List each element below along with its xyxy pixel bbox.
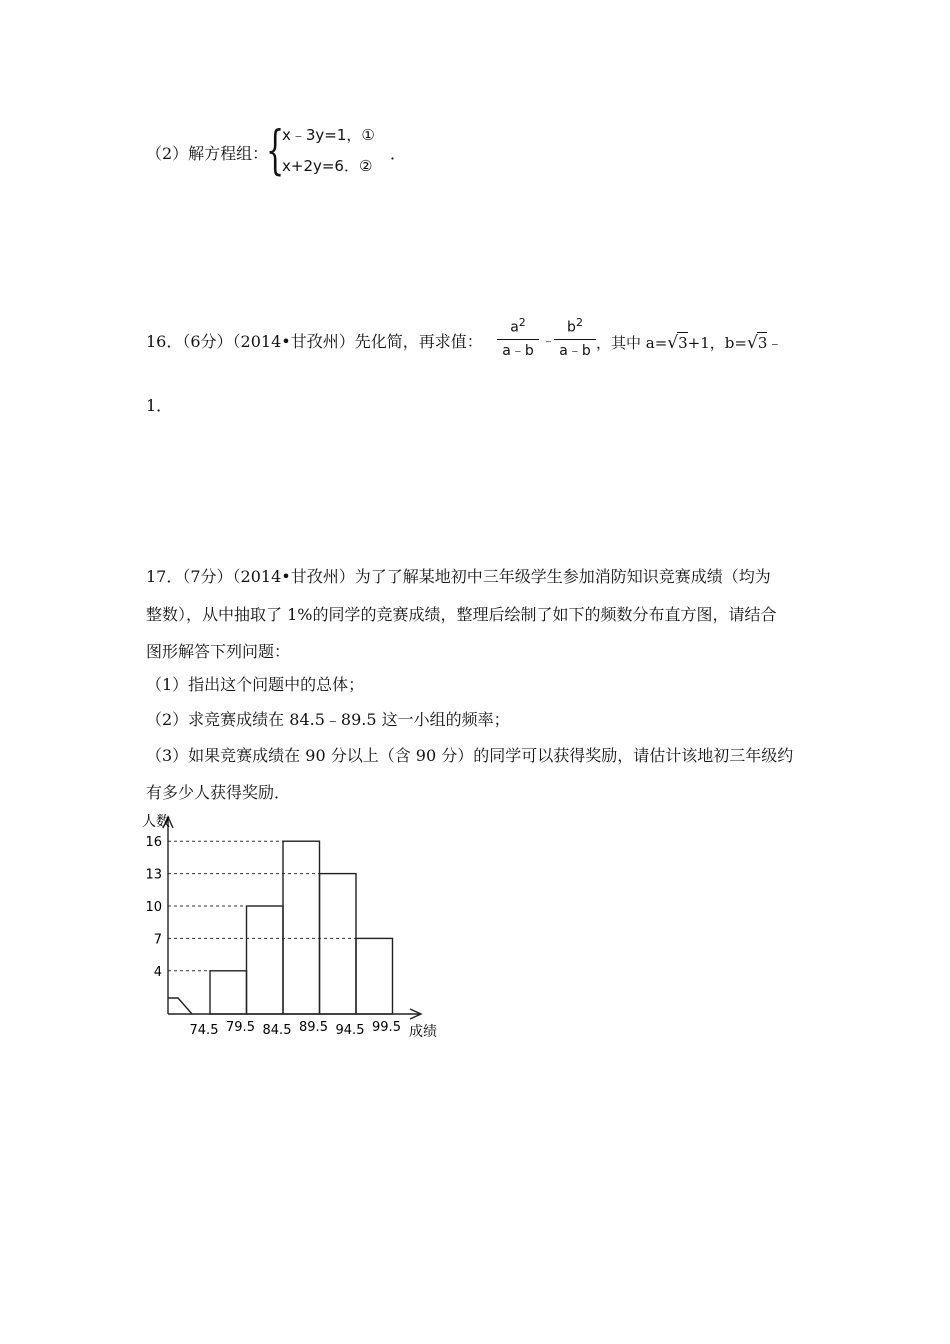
fraction-1-exponent: 2 (518, 316, 526, 329)
y-tick-label: 10 (145, 900, 162, 915)
histogram-bar (320, 874, 357, 1014)
y-tick-label: 13 (145, 867, 162, 883)
frequency-histogram (130, 808, 450, 1044)
histogram-bar (283, 841, 320, 1014)
q17-line1: 17．（7分）（2014•甘孜州）为了了解某地初中三年级学生参加消防知识竞赛成绩（均为 (146, 567, 771, 586)
q16-after-a: +1，b= (687, 334, 747, 352)
histogram-bar (210, 971, 247, 1014)
y-tick-labels (145, 835, 162, 980)
equation-1: x﹣3y=1，① (282, 126, 375, 144)
axis-break (168, 998, 192, 1014)
fraction-2 (554, 314, 596, 360)
histogram-bar (247, 906, 284, 1014)
y-tick-label: 4 (153, 964, 162, 980)
x-tick-label: 84.5 (262, 1023, 292, 1038)
x-tick-label: 89.5 (299, 1020, 328, 1035)
sqrt-b: 3 (757, 334, 768, 352)
sqrt-a: 3 (678, 334, 688, 352)
q17-line3: 图形解答下列问题： (146, 642, 291, 661)
x-tick-label: 74.5 (189, 1023, 219, 1038)
fraction-2-exponent: 2 (575, 316, 583, 329)
fraction-1 (497, 314, 539, 360)
fraction-1-numerator: a (510, 319, 519, 336)
x-tick-label: 99.5 (372, 1020, 401, 1035)
q16-condition: ，其中 a=√3+1，b=√3﹣ (596, 333, 783, 353)
histogram-bars (210, 841, 393, 1014)
x-tick-label: 94.5 (335, 1023, 365, 1038)
fraction-2-denominator: a﹣b (559, 342, 591, 359)
q17-sub3b: 有多少人获得奖励． (146, 783, 291, 802)
q16-after-b: ﹣ (767, 334, 783, 352)
equation-2: x+2y=6．② (282, 157, 373, 175)
y-tick-label: 7 (153, 932, 162, 948)
equation-end-period: ． (390, 144, 407, 163)
q17-sub3a: （3）如果竞赛成绩在 90 分以上（含 90 分）的同学可以获得奖励，请估计该地初三年级约 (146, 746, 794, 765)
fraction-2-numerator: b (567, 319, 576, 336)
x-tick-label: 79.5 (226, 1020, 255, 1035)
x-axis-label: 成绩 (409, 1024, 437, 1040)
q17-sub1: （1）指出这个问题中的总体； (146, 675, 365, 694)
q16-tail: 1． (146, 396, 173, 415)
y-axis-label: 人数 (142, 814, 170, 830)
x-tick-labels (190, 1020, 401, 1038)
q16-prefix: 16．（6分）（2014•甘孜州）先化简，再求值： (146, 332, 483, 351)
q17-sub2: （2）求竞赛成绩在 84.5﹣89.5 这一小组的频率； (146, 710, 510, 729)
fraction-1-denominator: a﹣b (502, 342, 534, 359)
equation-brace: { (266, 121, 285, 181)
axes (163, 817, 421, 1019)
q16-mid-text: ，其中 a= (596, 334, 668, 352)
histogram-bar (356, 938, 393, 1014)
fraction-minus: ﹣ (542, 334, 556, 349)
q15-part2-label: （2）解方程组： (146, 144, 269, 163)
q17-line2: 整数），从中抽取了 1%的同学的竞赛成绩，整理后绘制了如下的频数分布直方图，请结合 (146, 605, 777, 624)
y-tick-label: 16 (145, 835, 162, 851)
